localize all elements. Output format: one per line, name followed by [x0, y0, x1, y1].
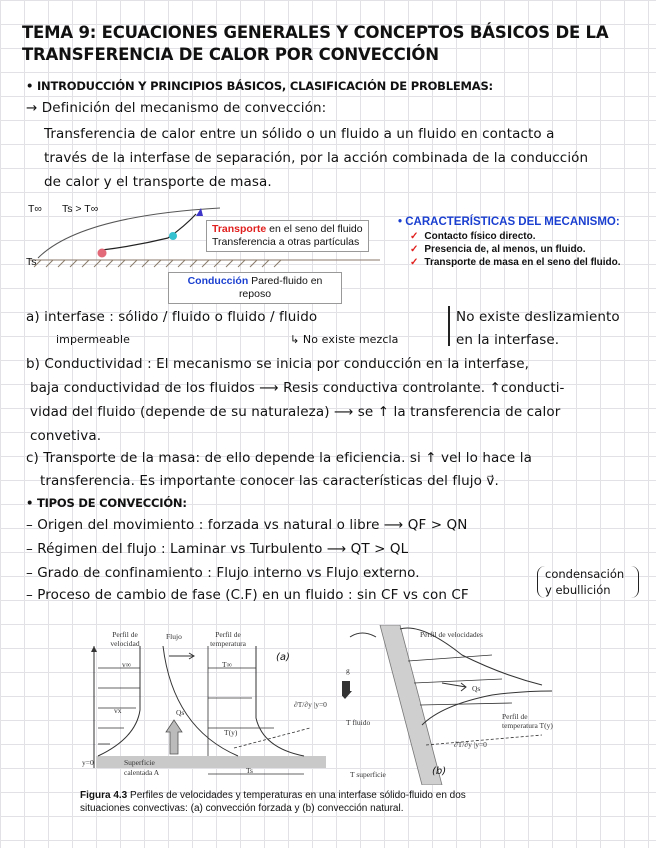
temperature-gradient-tangent [234, 728, 310, 748]
gravity-arrow-icon [342, 691, 352, 699]
fig-b-perfil-temperatura: Perfil de temperatura T(y) [502, 712, 553, 730]
definition-line-3: de calor y el transporte de masa. [44, 174, 272, 190]
characteristic-item [410, 256, 648, 269]
definition-line-2: través de la interfase de separación, por la acción combinada de la conducción [44, 150, 589, 166]
characteristic-item [410, 230, 648, 243]
fig-a-superficie: Superficie [124, 758, 155, 767]
transferencia-text: Transferencia a otras partículas [212, 236, 360, 248]
y-axis-arrow-icon [91, 646, 97, 652]
fig-a-t-inf: T∞ [222, 660, 232, 669]
note-a-no-mezcla: ↳ No existe mezcla [290, 333, 399, 346]
note-c-line-2: transferencia. Es importante conocer las características del flujo v⃗. [40, 473, 499, 489]
particle-cyan [169, 232, 177, 240]
characteristics-title: • CARACTERÍSTICAS DEL MECANISMO: [398, 216, 620, 228]
conduccion-line-2: reposo [238, 288, 272, 300]
fig-a-perfil-velocidad: Perfil de velocidad [110, 630, 140, 648]
fig-b-q-s: Qs [472, 684, 481, 693]
fig-b-g: g [346, 666, 350, 675]
caption-line-2: situaciones convectivas: (a) convección forzada y (b) convección natural. [80, 803, 404, 814]
wall-hatching [34, 260, 281, 267]
note-a-impermeable: impermeable [56, 333, 130, 346]
note-b-line-1: b) Conductividad : El mecanismo se inicia por conducción en la interfase, [26, 356, 530, 372]
ts-label: Ts [26, 256, 37, 268]
t-inf-label: T∞ [28, 203, 42, 215]
type-cambio-fase: – Proceso de cambio de fase (C.F) en un fluido : sin CF vs con CF [26, 587, 469, 603]
transport-box [206, 220, 369, 252]
type-origen: – Origen del movimiento : forzada vs natural o libre ⟶ QF > QN [26, 517, 468, 533]
gravity-arrow-head-icon [342, 681, 350, 691]
checkmark-icon: ✓ [410, 257, 419, 268]
conduccion-rest: Pared-fluido en [248, 275, 323, 287]
fig-b-t-superficie: T superficie [350, 770, 386, 779]
figure-b-natural-convection [342, 625, 558, 785]
fig-a-ts: Ts [246, 766, 253, 775]
conduction-box [168, 272, 342, 304]
velocity-vectors-b [408, 655, 512, 705]
fig-b-t-fluido: T fluido [346, 718, 371, 727]
ts-gt-tinf-label: Ts > T∞ [62, 203, 99, 215]
fig-b-perfil-velocidades: Perfil de velocidades [420, 630, 483, 639]
heat-flux-arrow-b-icon [442, 683, 466, 691]
fig-a-q-s: Qs [176, 708, 185, 717]
characteristic-item [410, 243, 648, 256]
types-heading: • TIPOS DE CONVECCIÓN: [26, 496, 187, 510]
flow-arrow-icon [169, 653, 194, 659]
fig-a-v-x: vx [114, 706, 122, 715]
transporte-rest: en el seno del fluido [266, 223, 363, 235]
note-divider [448, 306, 450, 346]
type-confinamiento: – Grado de confinamiento : Flujo interno vs Flujo externo. [26, 565, 420, 581]
intro-heading: • INTRODUCCIÓN Y PRINCIPIOS BÁSICOS, CLASIFICACIÓN DE PROBLEMAS: [26, 79, 493, 93]
particle-red [98, 249, 107, 258]
fig-b-label: (b) [432, 766, 447, 777]
condensacion-label: condensación [545, 567, 625, 581]
transporte-word: Transporte [212, 223, 267, 235]
boundary-layer-curve [38, 208, 220, 258]
fig-a-flujo: Flujo [166, 632, 182, 641]
note-b-line-4: convetiva. [30, 428, 102, 444]
conduccion-word: Conducción [187, 275, 249, 287]
checkmark-icon: ✓ [410, 244, 419, 255]
note-b-line-2: baja conductividad de los fluidos ⟶ Resis conductiva controlante. ↑conducti- [30, 380, 565, 396]
fig-a-t-y: T(y) [224, 728, 238, 737]
characteristics-panel [398, 216, 648, 269]
fig-a-v-inf: v∞ [122, 660, 132, 669]
type-regimen: – Régimen del flujo : Laminar vs Turbulento ⟶ QT > QL [26, 541, 409, 557]
definition-line-1: Transferencia de calor entre un sólido o un fluido a un fluido en contacto a [44, 126, 555, 142]
title-line-2: TRANSFERENCIA DE CALOR POR CONVECCIÓN [22, 45, 439, 64]
fig-a-dtdy: ∂T/∂y |y=0 [294, 700, 327, 709]
page-title [22, 22, 642, 66]
definition-heading: → Definición del mecanismo de convección: [26, 100, 327, 116]
caption-rest: Perfiles de velocidades y temperaturas en una interfase sólido-fluido en dos [127, 790, 466, 801]
ebullicion-label: y ebullición [545, 583, 611, 597]
fig-a-calentada: calentada A [124, 768, 160, 777]
characteristic-text: Transporte de masa en el seno del fluido. [424, 257, 621, 268]
heat-flux-arrow-icon [166, 720, 182, 754]
fig-b-dtdy: ∂T/∂y |y=0 [454, 740, 487, 749]
note-a-no-deslizamiento: No existe deslizamiento [456, 309, 620, 325]
note-a-line-1: a) interfase : sólido / fluido o fluido / fluido [26, 309, 318, 325]
characteristic-text: Presencia de, al menos, un fluido. [424, 244, 586, 255]
note-c-line-1: c) Transporte de la masa: de ello depende la eficiencia. si ↑ vel lo hace la [26, 450, 532, 466]
fig-a-perfil-temperatura: Perfil de temperatura [210, 630, 246, 648]
velocity-profile-curve [98, 646, 140, 756]
fig-a-label: (a) [276, 652, 290, 663]
checkmark-icon: ✓ [410, 231, 419, 242]
caption-bold: Figura 4.3 [80, 790, 128, 801]
figure-caption [80, 789, 560, 815]
title-line-1: TEMA 9: ECUACIONES GENERALES Y CONCEPTOS BÁSICOS DE LA [22, 23, 609, 42]
characteristic-text: Contacto físico directo. [424, 231, 536, 242]
particle-path-1 [102, 238, 168, 250]
angle-arc [350, 633, 376, 637]
note-a-interfase: en la interfase. [456, 332, 560, 348]
note-b-line-3: vidad del fluido (depende de su naturaleza) ⟶ se ↑ la transferencia de calor [30, 404, 561, 420]
fig-a-y0: y=0 [82, 758, 94, 767]
